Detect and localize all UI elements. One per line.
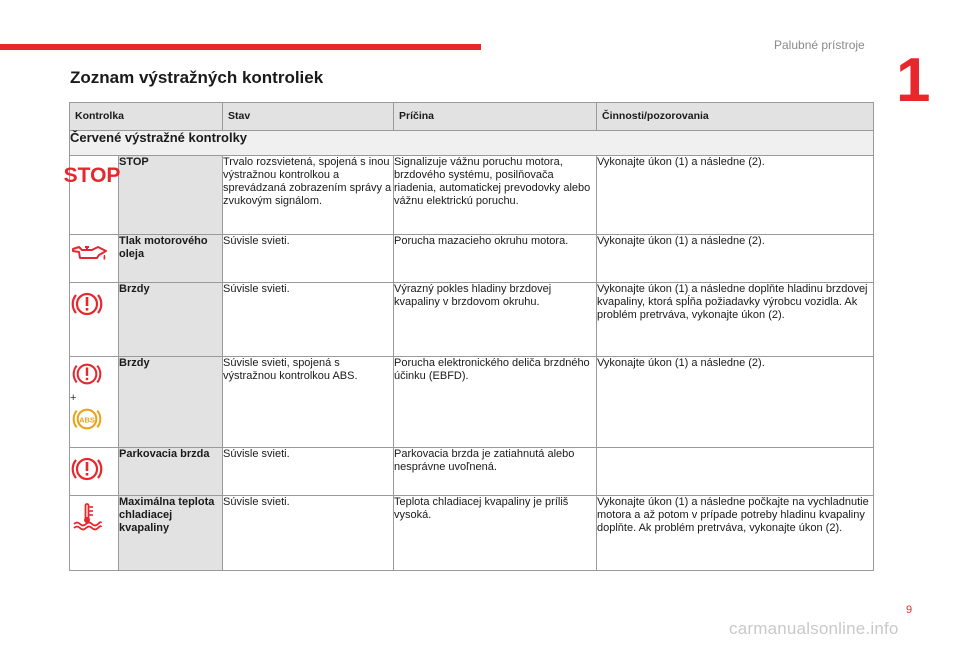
light-cause: Výrazný pokles hladiny brzdovej kvapaliny v brzdovom okruhu. <box>394 283 597 357</box>
watermark: carmanualsonline.info <box>729 619 899 638</box>
light-state: Súvisle svieti, spojená s výstražnou kontrolkou ABS. <box>223 357 394 448</box>
section-title: Palubné prístroje <box>774 38 865 52</box>
chapter-number: 1 <box>896 46 931 115</box>
light-state: Trvalo rozsvietená, spojená s inou výstražnou kontrolkou a sprevádzaná zobrazením správy a zvukovým signálom. <box>223 156 394 235</box>
group-row <box>70 131 874 156</box>
table-row <box>70 283 874 357</box>
icon-cell <box>63 156 121 235</box>
plus-sign: + <box>70 392 77 404</box>
light-action <box>597 448 874 496</box>
light-action: Vykonajte úkon (1) a následne (2). <box>597 235 874 283</box>
brake-warning-icon <box>70 289 118 323</box>
light-state: Súvisle svieti. <box>223 448 394 496</box>
table-row <box>70 156 874 235</box>
light-name: Maximálna teplota chladiacej kvapaliny <box>119 496 223 571</box>
column-header-cinnosti: Činnosti/pozorovania <box>597 103 874 131</box>
column-header-kontrolka: Kontrolka <box>70 103 223 131</box>
icon-cell <box>70 357 119 448</box>
icon-cell <box>70 496 119 571</box>
light-action: Vykonajte úkon (1) a následne (2). <box>597 156 874 235</box>
svg-text:STOP: STOP <box>63 164 121 187</box>
icon-cell <box>70 448 119 496</box>
icon-cell <box>70 235 119 283</box>
icon-cell <box>70 283 119 357</box>
brake-warning-icon <box>70 360 118 392</box>
light-action: Vykonajte úkon (1) a následne počkajte na vychladnutie motora a až potom v prípade potreby hladinu kvapaliny doplňte. Ak problém pretrváva, vykonajte úkon (2). <box>597 496 874 571</box>
page-title: Zoznam výstražných kontroliek <box>70 68 324 87</box>
stop-icon <box>63 162 121 190</box>
svg-text:ABS: ABS <box>79 415 95 425</box>
parking-brake-icon <box>70 454 118 488</box>
table-header-row <box>70 103 874 131</box>
group-title: Červené výstražné kontrolky <box>70 131 874 156</box>
oil-pressure-icon <box>70 241 118 267</box>
table-row <box>70 235 874 283</box>
light-name: Parkovacia brzda <box>119 448 223 496</box>
light-cause: Porucha mazacieho okruhu motora. <box>394 235 597 283</box>
light-name: Brzdy <box>119 283 223 357</box>
light-state: Súvisle svieti. <box>223 235 394 283</box>
light-cause: Porucha elektronického deliča brzdného účinku (EBFD). <box>394 357 597 448</box>
top-accent-bar <box>0 44 481 50</box>
warning-lights-table <box>63 102 874 571</box>
column-header-stav: Stav <box>223 103 394 131</box>
light-cause: Teplota chladiacej kvapaliny je príliš vysoká. <box>394 496 597 571</box>
page-number: 9 <box>906 604 913 616</box>
table-row <box>70 357 874 448</box>
table-row <box>70 448 874 496</box>
column-header-pricina: Príčina <box>394 103 597 131</box>
light-name: Tlak motorového oleja <box>119 235 223 283</box>
light-action: Vykonajte úkon (1) a následne doplňte hladinu brzdovej kvapaliny, ktorá spĺňa požiadavky výrobcu vozidla. Ak problém pretrváva, vykonajte úkon (2). <box>597 283 874 357</box>
abs-icon <box>70 415 104 436</box>
light-state: Súvisle svieti. <box>223 496 394 571</box>
light-cause: Parkovacia brzda je zatiahnutá alebo nesprávne uvoľnená. <box>394 448 597 496</box>
table-row <box>70 496 874 571</box>
light-name: Brzdy <box>119 357 223 448</box>
light-name: STOP <box>119 156 223 235</box>
light-cause: Signalizuje vážnu poruchu motora, brzdového systému, posilňovača riadenia, automatickej prevodovky alebo vážnu elektrickú poruchu. <box>394 156 597 235</box>
coolant-temperature-icon <box>70 502 118 536</box>
light-state: Súvisle svieti. <box>223 283 394 357</box>
light-action: Vykonajte úkon (1) a následne (2). <box>597 357 874 448</box>
